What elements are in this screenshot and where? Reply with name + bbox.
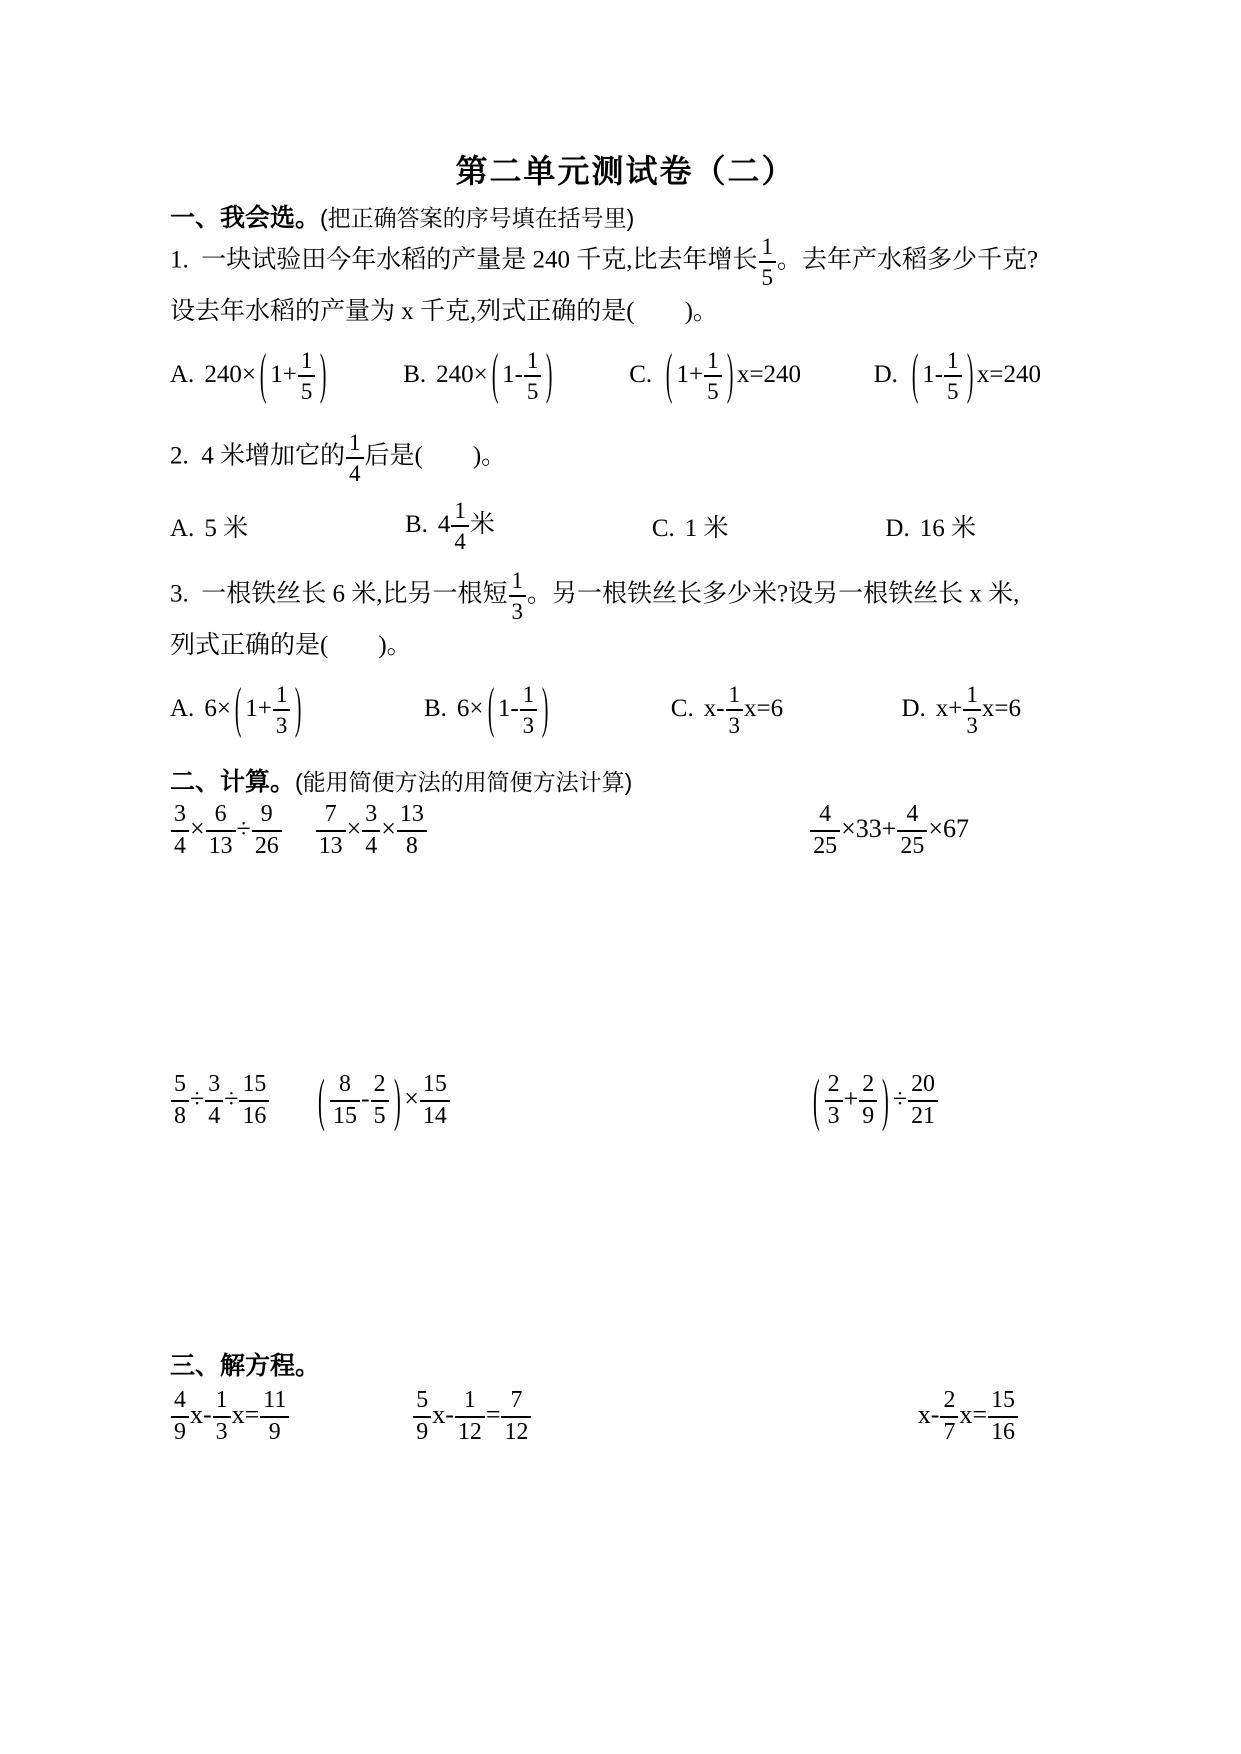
option-expression: x- $\frac{1}{3}$ x=6 (703, 682, 784, 738)
question-2-option-d (885, 508, 976, 544)
question-2-option-c (652, 508, 729, 544)
option-expression: 6× ( 1- $\frac{1}{3}$ ) (456, 678, 549, 740)
equation-3: x- $\frac{2}{7}$ x= $\frac{15}{16}$ (918, 1388, 1019, 1446)
question-2-line-1: 2. 4 米增加它的 $\frac{1}{4}$ 后是( )。 (170, 430, 507, 486)
option-expression: x+ $\frac{1}{3}$ x=6 (935, 682, 1021, 738)
question-1-option-b (403, 344, 557, 406)
equation-row (170, 1388, 1081, 1446)
option-expression: 240× ( 1+ $\frac{1}{5}$ ) (204, 344, 327, 406)
question-3-line-1: 3. 一根铁丝长 6 米,比另一根短 $\frac{1}{3}$ 。另一根铁丝长多少米?设另一根铁丝长 x 米, (170, 568, 1020, 624)
option-expression: ( 1+ $\frac{1}{5}$ ) x=240 (666, 344, 802, 406)
paper-title: 第二单元测试卷（二） (455, 153, 796, 189)
calc-expression-5: ( $\frac{8}{15}$ - $\frac{2}{5}$ ) × $\frac{15}{14}$ (314, 1072, 450, 1130)
section-2-heading (170, 762, 1081, 796)
question-1-options (170, 344, 1081, 408)
option-expression: 4 $\frac{1}{4}$ 米 (437, 498, 495, 554)
calc-expression-1: $\frac{3}{4}$ × $\frac{6}{13}$ ÷ $\frac{9}{26}$ (170, 802, 283, 860)
option-label: B. (404, 510, 428, 538)
equation-2: $\frac{5}{9}$ x- $\frac{1}{12}$ = $\frac{7}{12}$ (412, 1388, 532, 1446)
question-3-option-c (671, 682, 783, 738)
section-3-heading (170, 1346, 1081, 1380)
section-2-heading-main: 二、计算。 (170, 768, 296, 796)
option-label: D. (885, 515, 910, 542)
option-label: C. (629, 360, 653, 388)
option-expression: 240× ( 1- $\frac{1}{5}$ ) (436, 344, 553, 406)
calc-expression-4: $\frac{5}{8}$ ÷ $\frac{3}{4}$ ÷ $\frac{15}{16}$ (170, 1072, 270, 1130)
question-3-line-2: 列式正确的是( )。 (170, 632, 412, 659)
question-3-option-a (170, 678, 306, 740)
question-2-option-a (170, 508, 248, 544)
option-label: C. (651, 515, 675, 542)
option-expression: 1 米 (684, 515, 729, 542)
section-1-heading (170, 198, 1081, 232)
calc-expression-3: $\frac{4}{25}$ ×33+ $\frac{4}{25}$ ×67 (809, 802, 969, 860)
question-1-line-2: 设去年水稻的产量为 x 千克,列式正确的是( )。 (170, 298, 718, 325)
section-3-heading-main: 三、解方程。 (170, 1351, 321, 1380)
question-1-line-1: 1. 一块试验田今年水稻的产量是 240 千克,比去年增长 $\frac{1}{5}$ 。去年产水稻多少千克? (170, 234, 1039, 290)
question-3-option-d (901, 682, 1021, 738)
question-3-options (170, 678, 1081, 742)
option-expression: ( 1- $\frac{1}{5}$ ) x=240 (911, 344, 1041, 406)
option-expression: 5 米 (204, 515, 249, 542)
option-label: D. (901, 694, 926, 722)
option-label: D. (873, 360, 898, 388)
section-2-heading-sub: (能用简便方法的用简便方法计算) (295, 769, 633, 795)
equation-1: $\frac{4}{9}$ x- $\frac{1}{3}$ x= $\frac{11}{9}$ (170, 1388, 290, 1446)
option-label: B. (423, 694, 447, 722)
section-1-heading-main: 一、我会选。 (170, 204, 321, 232)
option-label: C. (670, 694, 694, 722)
question-1-option-a (170, 344, 331, 406)
calc-row-2 (170, 1067, 1081, 1133)
calc-row-1 (170, 802, 1081, 860)
section-1-heading-sub: (把正确答案的序号填在括号里) (320, 205, 635, 231)
question-2-options (170, 498, 1081, 554)
option-expression: 6× ( 1+ $\frac{1}{3}$ ) (204, 678, 302, 740)
question-3-option-b (423, 678, 553, 740)
question-1-option-c (629, 344, 802, 406)
option-label: B. (403, 360, 427, 388)
option-label: A. (170, 360, 195, 388)
calc-expression-6: ( $\frac{2}{3}$ + $\frac{2}{9}$ ) ÷ $\frac{20}{21}$ (809, 1072, 939, 1130)
option-label: A. (170, 515, 195, 542)
question-1-option-d (873, 344, 1041, 406)
calc-expression-2: $\frac{7}{13}$ × $\frac{3}{4}$ × $\frac{13}{8}$ (315, 802, 428, 860)
option-label: A. (170, 694, 195, 722)
option-expression: 16 米 (919, 515, 976, 542)
question-2-option-b (405, 498, 495, 554)
